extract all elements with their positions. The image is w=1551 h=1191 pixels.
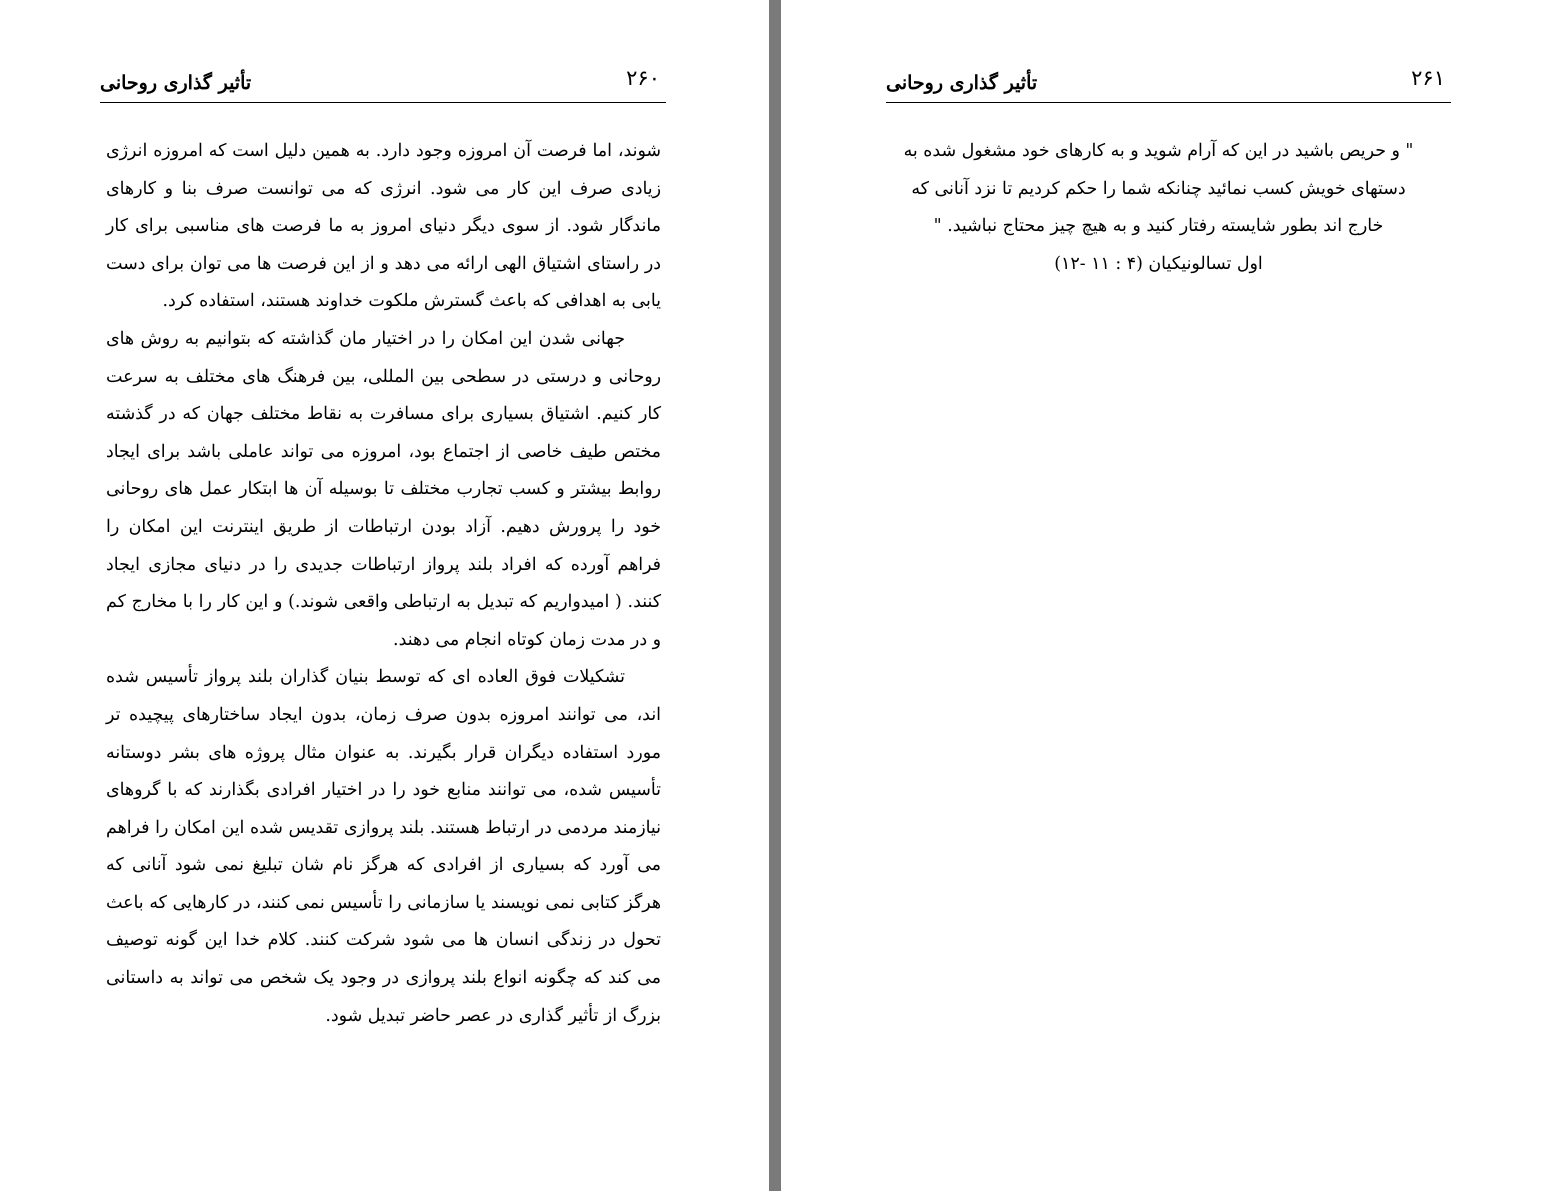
paragraph: تشکیلات فوق العاده ای که توسط بنیان گذاران بلند پرواز تأسیس شده اند، می توانند امروزه بدون صرف زمان، بدون ایجاد ساختارهای پیچیده تر مورد استفاده دیگران قرار بگیرند. به عنوان مثال پروژه های بشر دوستانه تأسیس شده، می توانند منابع خود را در اختیار افرادی بگذارند که با گروهای نیازمند مردمی در ارتباط هستند. بلند پروازی تقدیس شده این امکان را فراهم می آورد که بسیاری از افرادی که هرگز نام شان تبلیغ نمی شود آنانی که هرگز کتابی نمی نویسند یا سازمانی را تأسیس نمی کنند، در کارهایی که باعث تحول در زندگی انسان ها می شود شرکت کنند. کلام خدا این گونه توصیف می کند که چگونه انواع بلند پروازی در وجود یک شخص می تواند به داستانی بزرگ از تأثیر گذاری در عصر حاضر تبدیل شود.: [106, 667, 661, 1026]
book-gutter: [769, 0, 781, 1191]
left-page: [0, 0, 769, 1191]
paragraph: جهانی شدن این امکان را در اختیار مان گذاشته که بتوانیم به روش های روحانی و درستی در سطحی بین المللی، بین فرهنگ های مختلف به سرعت کار کنیم. اشتیاق بسیاری برای مسافرت به نقاط مختلف جهان که در گذشته مختص طیف خاصی از اجتماع بود، امروزه می تواند عاملی باشد برای ایجاد روابط بیشتر و کسب تجارب مختلف تا بوسیله آن ها ابتکار عمل های روحانی خود را پرورش دهیم. آزاد بودن ارتباطات از طریق اینترنت این امکان را فراهم آورده که افراد بلند پرواز ارتباطات جدیدی را در دنیای مجازی ایجاد کنند. ( امیدواریم که تبدیل به ارتباطی واقعی شوند.) و این کار را با مخارج کم و در مدت زمان کوتاه انجام می دهند.: [106, 328, 661, 650]
verse-line: " و حریص باشید در این که آرام شوید و به کارهای خود مشغول شده به: [903, 141, 1414, 161]
right-page-number: ۲۶۱: [1411, 66, 1445, 90]
verse-reference: اول تسالونیکیان (۴ : ۱۱ -۱۲): [1054, 253, 1263, 274]
right-page: [781, 0, 1551, 1191]
left-book-title: تأثیر گذاری روحانی: [100, 72, 252, 94]
verse-line: دستهای خویش کسب نمائید چنانکه شما را حکم کردیم تا نزد آنانی که: [911, 178, 1406, 199]
scripture-quote: [891, 133, 1426, 283]
verse-line: خارج اند بطور شایسته رفتار کنید و به هیچ چیز محتاج نباشید. ": [933, 216, 1384, 237]
left-page-number: ۲۶۰: [626, 66, 660, 90]
left-running-head: [100, 64, 666, 103]
paragraph: شوند، اما فرصت آن امروزه وجود دارد. به همین دلیل است که امروزه انرژی زیادی صرف این کار می شود. انرژی که می توانست صرف بنا و کارهای ماندگار شود. از سوی دیگر دنیای امروز به ما فرصت های مناسبی برای کار در راستای اشتیاق الهی ارائه می دهد و از این فرصت ها می توان برای دست یابی به اهدافی که باعث گسترش ملکوت خداوند هستند، استفاده کرد.: [106, 141, 661, 312]
right-running-head: [886, 64, 1451, 103]
left-body-text: [106, 133, 661, 1035]
right-book-title: تأثیر گذاری روحانی: [886, 72, 1038, 94]
